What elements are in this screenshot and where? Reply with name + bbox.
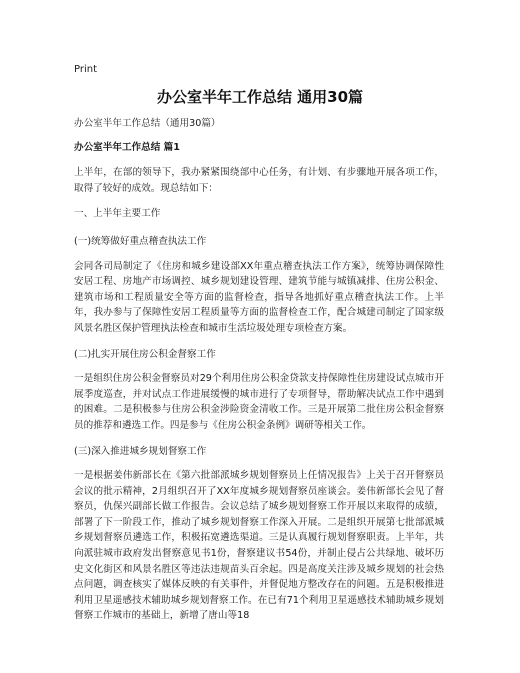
section-heading: 办公室半年工作总结 篇1 (74, 141, 180, 153)
document-title: 办公室半年工作总结 通用30篇 (156, 88, 364, 106)
intro-paragraph: 上半年，在部的领导下，我办紧紧围绕部中心任务，有计划、有步骤地开展各项工作，取得了较好的成效。现总结如下： (74, 167, 444, 194)
subsection-heading-3: (三)深入推进城乡规划督察工作 (74, 445, 207, 457)
subsection-body-2: 一是组织住房公积金督察员对29个利用住房公积金贷款支持保障性住房建设试点城市开展季度巡查，并对试点工作进展缓慢的城市进行了专项督导，帮助解决试点工作中遇到的困难。二是积极参与住房公积金涉险资金清收工作。三是开展第二批住房公积金督察员的推荐和遴选工作。四是参与《住房公积金条例》调研等相关工作。 (74, 373, 444, 431)
document-subtitle: 办公室半年工作总结（通用30篇） (74, 118, 221, 129)
subsection-heading-2: (二)扎实开展住房公积金督察工作 (74, 348, 216, 360)
part-heading: 一、上半年主要工作 (74, 208, 161, 220)
subsection-body-1: 会同各司局制定了《住房和城乡建设部XX年重点稽查执法工作方案》，统筹协调保障性安居工程、房地产市场调控、城乡规划建设管理、建筑节能与城镇减排、住房公积金、建筑市场和工程质量安全等方面的监督检查，指导各地抓好重点稽查执法工作。上半年，我办参与了保障性安居工程质量等方面的监督检查工作，配合城建司制定了国家级风景名胜区保护管理执法检查和城市生活垃圾处理专项检查方案。 (74, 260, 444, 334)
subsection-heading-1: (一)统筹做好重点稽查执法工作 (74, 235, 207, 247)
print-link[interactable]: Print (74, 64, 98, 75)
document-body (74, 116, 444, 634)
subsection-body-3: 一是根据姜伟新部长在《第六批部派城乡规划督察员上任情况报告》上关于召开督察员会议的批示精神，2月组织召开了XX年度城乡规划督察员座谈会。姜伟新部长会见了督察员，仇保兴副部长做工作报告。会议总结了城乡规划督察工作开展以来取得的成绩，部署了下一阶段工作，推动了城乡规划督察工作深入开展。二是组织开展第七批部派城乡规划督察员遴选工作，积极拓宽遴选渠道。三是认真履行规划督察职责。上半年，共向派驻城市政府发出督察意见书1份，督察建议书54份，并制止侵占公共绿地、破坏历史文化街区和风景名胜区等违法违规苗头百余起。四是高度关注涉及城乡规划的社会热点问题，调查核实了媒体反映的有关事件，并督促地方整改存在的问题。五是积极推进利用卫星遥感技术辅助城乡规划督察工作。在已有71个利用卫星遥感技术辅助城乡规划督察工作城市的基础上，新增了唐山等18 (74, 470, 444, 622)
